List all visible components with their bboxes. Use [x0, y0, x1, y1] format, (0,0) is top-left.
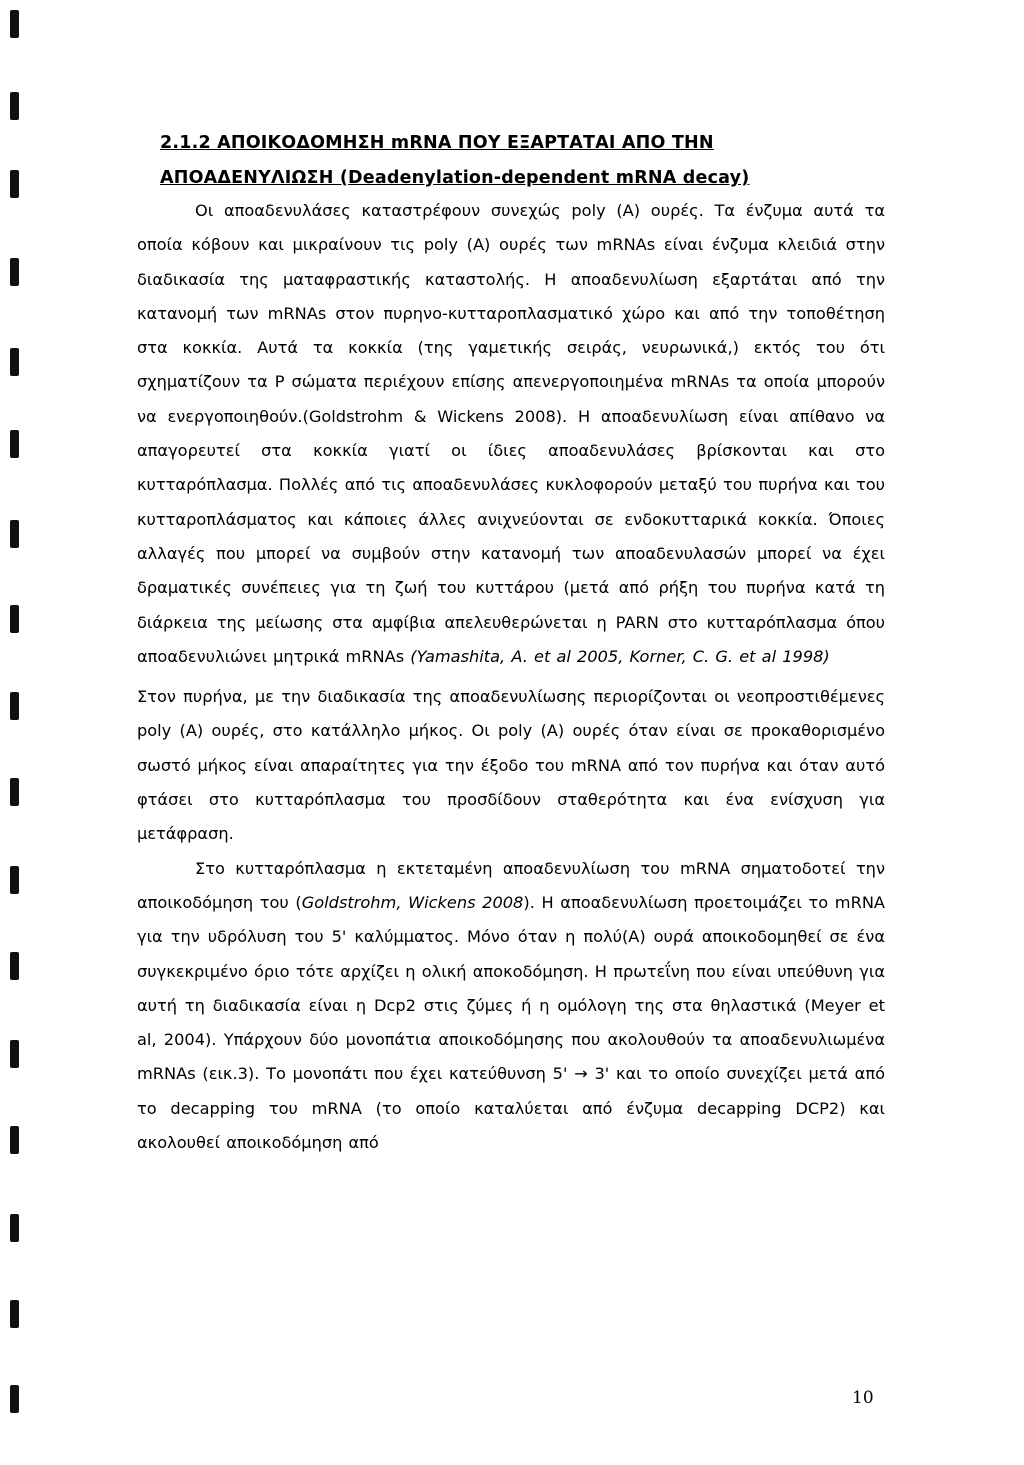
- binding-marks: [10, 0, 24, 1465]
- paragraph-1-citation: (Yamashita, A. et al 2005, Korner, C. G. et al 1998): [410, 646, 830, 666]
- binding-mark: [10, 92, 19, 120]
- section-heading-line-1: 2.1.2 ΑΠΟΙΚΟΔΟΜΗΣΗ mRNA ΠΟΥ ΕΞΑΡΤΑΤΑΙ ΑΠΟ ΤΗΝ: [160, 133, 714, 153]
- paragraph-1: [137, 194, 885, 674]
- paragraph-3-citation: Goldstrohm, Wickens 2008: [301, 892, 524, 912]
- binding-mark: [10, 520, 19, 548]
- binding-mark: [10, 170, 19, 198]
- paragraph-3: [137, 852, 885, 1161]
- binding-mark: [10, 1214, 19, 1242]
- binding-mark: [10, 348, 19, 376]
- binding-mark: [10, 778, 19, 806]
- binding-mark: [10, 258, 19, 286]
- binding-mark: [10, 1040, 19, 1068]
- paragraph-3-text-a: Στο κυτταρόπλασμα η εκτεταμένη αποαδενυλίωση του mRNA σηματοδοτεί την αποικοδόμηση του (: [137, 858, 885, 912]
- section-heading-line-2: ΑΠΟΑΔΕΝΥΛΙΩΣΗ (Deadenylation-dependent mRNA decay): [160, 168, 750, 188]
- page-number: 10: [852, 1388, 874, 1408]
- paragraph-3-text-b: ). Η αποαδενυλίωση προετοιμάζει το mRNA για την υδρόλυση του 5' καλύμματος. Μόνο όταν η πολύ(A) ουρά αποικοδομηθεί σε ένα συγκεκριμένο όριο τότε αρχίζει η ολική αποκοδόμηση. Η πρωτεΐνη που είναι υπεύθυνη για αυτή τη διαδικασία είναι η Dcp2 στις ζύμες ή η ομόλογη της στα θηλαστικά (Meyer et al, 2004). Υπάρχουν δύο μονοπάτια αποικοδόμησης που ακολουθούν τα αποαδενυλιωμένα mRNAs (εικ.3). Το μονοπάτι που έχει κατεύθυνση 5' → 3' και το οποίο συνεχίζει μετά από το decapping του mRNA (το οποίο καταλύεται από ένζυμα decapping DCP2) και ακολουθεί αποικοδόμηση από: [137, 892, 886, 1153]
- paragraph-1-text: Οι αποαδενυλάσες καταστρέφουν συνεχώς poly (A) ουρές. Τα ένζυμα αυτά τα οποία κόβουν και μικραίνουν τις poly (A) ουρές των mRNAs είναι ένζυμα κλειδιά στην διαδικασία της ματαφραστικής καταστολής. Η αποαδενυλίωση εξαρτάται από την κατανομή των mRNAs στον πυρηνο-κυτταροπλασματικό χώρο και από την τοποθέτηση στα κοκκία. Αυτά τα κοκκία (της γαμετικής σειράς, νευρωνικά,) εκτός του ότι σχηματίζουν τα P σώματα περιέχουν επίσης απενεργοποιημένα mRNAs τα οποία μπορούν να ενεργοποιηθούν.(Goldstrohm & Wickens 2008). Η αποαδενυλίωση είναι απίθανο να απαγορευτεί στα κοκκία γιατί οι ίδιες αποαδενυλάσες βρίσκονται και στο κυτταρόπλασμα. Πολλές από τις αποαδενυλάσες κυκλοφορούν μεταξύ του πυρήνα και του κυτταροπλάσματος και κάποιες άλλες ανιχνεύονται σε ενδοκυτταρικά κοκκία. Όποιες αλλαγές που μπορεί να συμβούν στην κατανομή των αποαδενυλασών μπορεί να έχει δραματικές συνέπειες για τη ζωή του κυττάρου (μετά από ρήξη του πυρήνα κατά τη διάρκεια της μείωσης στα αμφίβια απελευθερώνεται η PARN στο κυτταρόπλασμα όπου αποαδενυλιώνει μητρικά mRNAs: [137, 201, 885, 666]
- binding-mark: [10, 10, 19, 38]
- binding-mark: [10, 952, 19, 980]
- paragraph-2: Στον πυρήνα, με την διαδικασία της αποαδενυλίωσης περιορίζονται οι νεοπροστιθέμενες poly (A) ουρές, στο κατάλληλο μήκος. Οι poly (A) ουρές όταν είναι σε προκαθορισμένο σωστό μήκος είναι απαραίτητες για την έξοδο του mRNA από τον πυρήνα και όταν αυτό φτάσει στο κυτταρόπλασμα του προσδίδουν σταθερότητα και ένα ενίσχυση για μετάφραση.: [137, 687, 885, 844]
- binding-mark: [10, 430, 19, 458]
- binding-mark: [10, 866, 19, 894]
- binding-mark: [10, 1126, 19, 1154]
- binding-mark: [10, 692, 19, 720]
- binding-mark: [10, 1385, 19, 1413]
- document-page: [137, 126, 885, 1160]
- binding-mark: [10, 605, 19, 633]
- binding-mark: [10, 1300, 19, 1328]
